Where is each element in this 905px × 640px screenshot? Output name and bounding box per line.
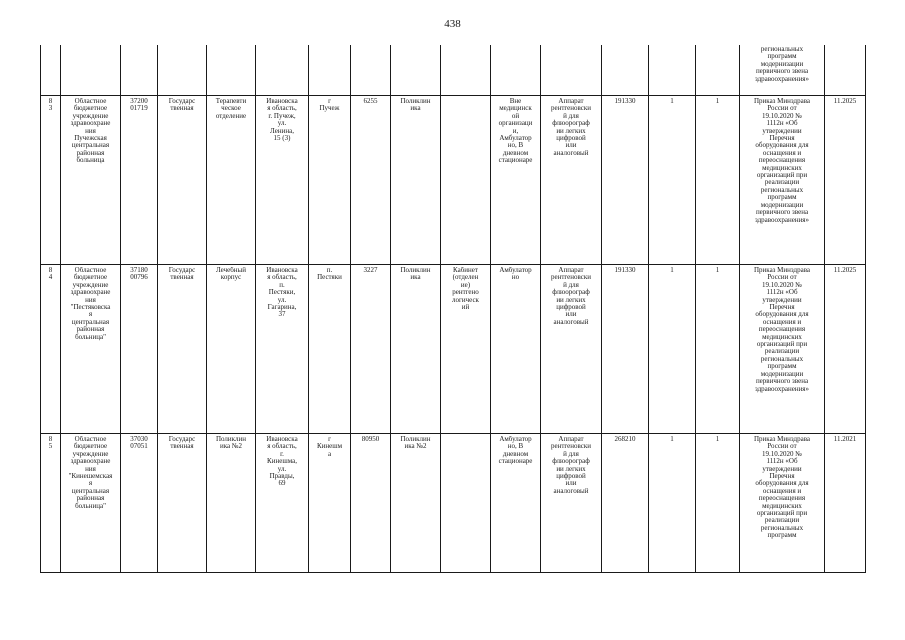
unit-type: Поликлин ика №2: [400, 436, 431, 451]
target-date: 11.2021: [833, 436, 857, 443]
cost: 191330: [614, 98, 636, 105]
legal-basis: Приказ Минздрава России от 19.10.2020 № 1112н «Об утверждении Перечня оборудования для оснащения и переоснащения медицинских организаций при реализации региональных программ модернизации первичного звена здравоохранения»: [753, 98, 811, 224]
ownership-form: Государс твенная: [168, 267, 196, 282]
building-name: Поликлин ика №2: [215, 436, 247, 451]
city: г Пучеж: [319, 98, 340, 113]
equipment: Аппарат рентгеновски й для флюорограф ии легких цифровой или аналоговый: [550, 436, 592, 495]
organization-name: Областное бюджетное учреждение здравоохране ния Пучежская центральная районная больница: [70, 98, 111, 165]
okato-code: 80950: [361, 436, 380, 443]
care-form: Амбулатор но, В дневном стационаре: [498, 436, 533, 466]
quantity-1: 1: [670, 267, 674, 274]
city: п. Пестяки: [317, 267, 342, 282]
address: Ивановска я область, п. Пестяки, ул. Гагарина, 37: [266, 267, 298, 319]
continued-cell-text: региональных программ модернизации первичного звена здравоохранения»: [754, 46, 810, 83]
building-name: Лечебный корпус: [215, 267, 247, 282]
legal-basis: Приказ Минздрава России от 19.10.2020 № 1112н «Об утверждении Перечня оборудования для оснащения и переоснащения медицинских организаций при реализации региональных программ модернизации первичного звена здравоохранения»: [753, 267, 811, 393]
organization-code: 37180 00796: [130, 267, 148, 282]
building-name: Терапевти ческое отделение: [215, 98, 247, 120]
ownership-form: Государс твенная: [168, 98, 196, 113]
ownership-form: Государс твенная: [168, 436, 196, 451]
address: Ивановска я область, г. Пучеж, ул. Ленина, 15 (3): [266, 98, 298, 143]
room: Кабинет (отделен ие) рентгено логическ ий: [452, 267, 479, 312]
care-form: Амбулатор но: [499, 267, 532, 282]
row-number: 8 4: [48, 267, 53, 282]
legal-basis: Приказ Минздрава России от 19.10.2020 № 1112н «Об утверждении Перечня оборудования для оснащения и переоснащения медицинских организаций при реализации региональных программ: [753, 436, 811, 540]
page-number: 438: [444, 18, 461, 30]
okato-code: 3227: [363, 267, 378, 274]
row-number: 8 3: [48, 98, 53, 113]
organization-name: Областное бюджетное учреждение здравоохране ния "Пестяковска я центральная районная больница": [70, 267, 111, 341]
quantity-2: 1: [715, 267, 720, 274]
organization-code: 37200 01719: [130, 98, 148, 113]
organization-name: Областное бюджетное учреждение здравоохране ния "Кинешемская я центральная районная больница": [68, 436, 113, 510]
unit-type: Поликлин ика: [400, 98, 431, 113]
target-date: 11.2025: [833, 98, 857, 105]
unit-type: Поликлин ика: [400, 267, 431, 282]
target-date: 11.2025: [833, 267, 857, 274]
city: г Кинешм а: [316, 436, 343, 458]
quantity-2: 1: [715, 436, 720, 443]
organization-code: 37030 07051: [130, 436, 148, 451]
equipment: Аппарат рентгеновски й для флюорограф ии легких цифровой или аналоговый: [550, 98, 592, 157]
care-form: Вне медицинск ой организаци и, Амбулатор но, В дневном стационаре: [498, 98, 533, 165]
cost: 191330: [614, 267, 636, 274]
equipment: Аппарат рентгеновски й для флюорограф ии легких цифровой или аналоговый: [550, 267, 592, 326]
quantity-1: 1: [670, 98, 674, 105]
address: Ивановска я область, г. Кинешма, ул. Правды, 69: [266, 436, 298, 488]
row-number: 8 5: [48, 436, 53, 451]
okato-code: 6255: [363, 98, 378, 105]
quantity-2: 1: [715, 98, 720, 105]
quantity-1: 1: [670, 436, 674, 443]
cost: 268210: [614, 436, 636, 443]
